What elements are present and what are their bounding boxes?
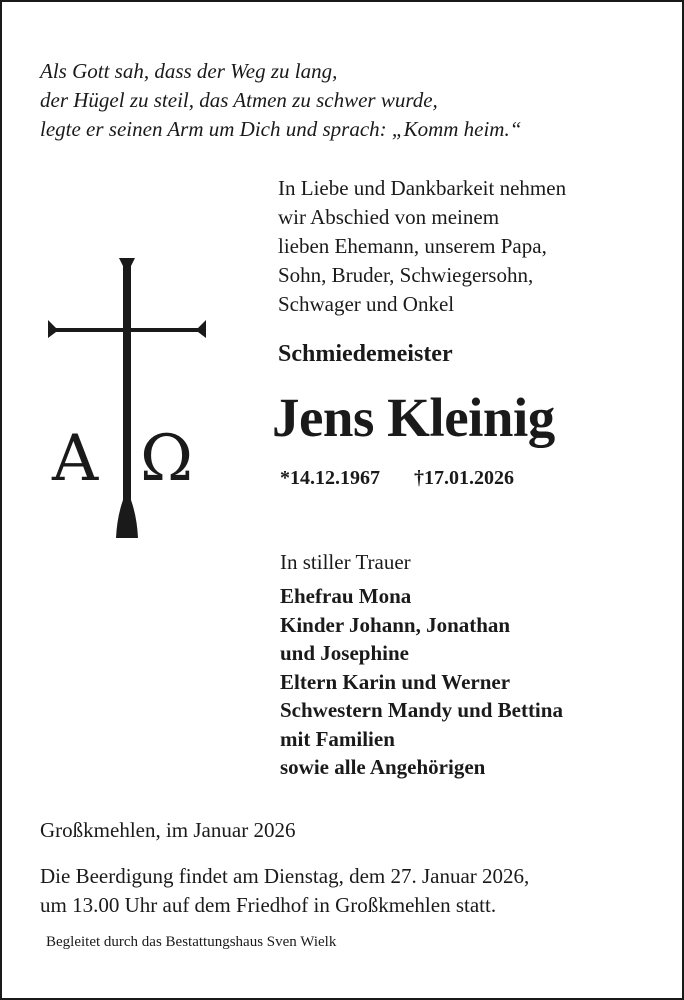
cross-svg — [42, 252, 222, 552]
mourners-list — [280, 582, 563, 782]
deceased-title: Schmiedemeister — [278, 341, 453, 367]
mourner-line: Ehefrau Mona — [280, 584, 412, 608]
intro-line: In Liebe und Dankbarkeit nehmen — [278, 176, 567, 200]
poem — [40, 57, 521, 144]
poem-line: legte er seinen Arm um Dich und sprach: „Komm heim.“ — [40, 117, 522, 141]
funeral-info — [40, 862, 529, 920]
poem-line: der Hügel zu steil, das Atmen zu schwer wurde, — [40, 88, 438, 112]
intro-line: lieben Ehemann, unserem Papa, — [278, 234, 547, 258]
birth-date: *14.12.1967 — [280, 467, 380, 489]
mourner-line: sowie alle Angehörigen — [280, 755, 486, 779]
mourner-line: Schwestern Mandy und Bettina — [280, 698, 563, 722]
funeral-line: Die Beerdigung findet am Dienstag, dem 27. Januar 2026, — [40, 864, 530, 888]
intro-line: Schwager und Onkel — [278, 292, 455, 316]
funeral-line: um 13.00 Uhr auf dem Friedhof in Großkmehlen statt. — [40, 893, 497, 917]
intro-text — [278, 174, 566, 319]
mourner-line: und Josephine — [280, 641, 409, 665]
poem-line: Als Gott sah, dass der Weg zu lang, — [40, 59, 338, 83]
mourner-line: mit Familien — [280, 726, 395, 751]
intro-line: wir Abschied von meinem — [278, 205, 500, 229]
omega-symbol: Ω — [140, 422, 194, 496]
death-date: †17.01.2026 — [414, 467, 514, 489]
cross-vertical-beam — [116, 258, 138, 538]
mourner-line: Kinder Johann, Jonathan — [280, 612, 511, 637]
place-date: Großkmehlen, im Januar 2026 — [40, 818, 296, 842]
intro-line: Sohn, Bruder, Schwiegersohn, — [278, 263, 534, 287]
cross-alpha-omega-icon — [42, 252, 222, 552]
mourner-line: Eltern Karin und Werner — [280, 669, 511, 694]
alpha-symbol: A — [52, 422, 99, 496]
life-dates — [280, 467, 514, 490]
undertaker-note: Begleitet durch das Bestattungshaus Sven Wielk — [46, 934, 337, 950]
mourning-label: In stiller Trauer — [280, 550, 411, 574]
deceased-name: Jens Kleinig — [272, 387, 555, 448]
